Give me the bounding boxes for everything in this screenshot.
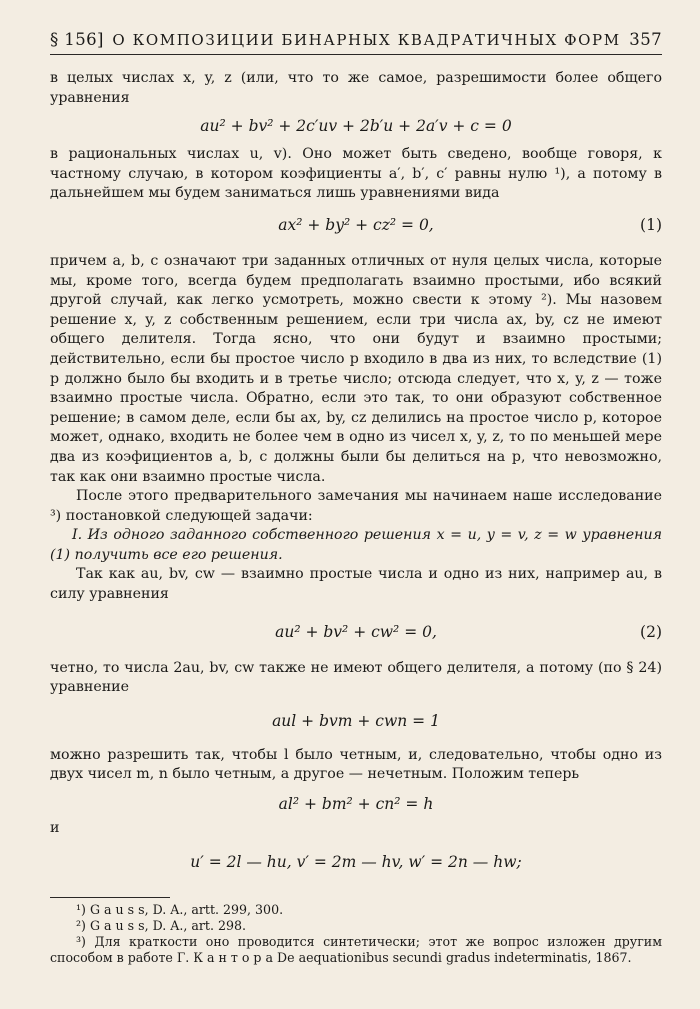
paragraph-1: в целых числах x, y, z (или, что то же самое, разрешимости более общего уравнения [50, 70, 662, 106]
page-number: 357 [629, 30, 662, 49]
equation-number: (2) [640, 622, 662, 641]
section-number: § 156] [50, 30, 104, 49]
paragraph-8: можно разрешить так, чтобы l было четным, и, следовательно, чтобы одно из двух чисел m, n было четным, а другое — нечетным. Положим теперь [50, 746, 662, 783]
formula-general-equation [50, 117, 662, 135]
paragraph-4: После этого предварительного замечания мы начинаем наше исследование ³) постановкой следующей задачи: [50, 488, 662, 524]
formula-text: aul + bvm + cwn = 1 [272, 711, 440, 730]
conjunction-and: и [50, 820, 60, 837]
running-header [50, 30, 662, 55]
footnote-3: ³) Для краткости оно проводится синтетически; этот же вопрос изложен другим способом в работе Г. К а н т о р а De aequationibus secundi gradus indeterminatis, 1867. [50, 933, 662, 965]
formula-text: au² + bv² + cw² = 0, [275, 622, 437, 641]
equation-number: (1) [640, 215, 662, 234]
formula-equation-2 [50, 623, 662, 641]
formula-text: ax² + by² + cz² = 0, [278, 215, 434, 234]
running-title: О КОМПОЗИЦИИ БИНАРНЫХ КВАДРАТИЧНЫХ ФОРМ [112, 31, 621, 49]
paragraph-3: причем a, b, c означают три заданных отличных от нуля целых числа, которые мы, кроме того, всегда будем предполагать взаимно простыми, ибо всякий другой случай, как легко усмотреть, можно свести к этому ²). Мы назовем решение x, y, z собственным решением, если три числа ax, by, cz не имеют общего делителя. Тогда ясно, что они будут и взаимно простыми; действительно, если бы простое число p входило в два из них, то вследствие (1) p должно было бы входить и в третье число; отсюда следует, что x, y, z — тоже взаимно простые числа. Обратно, если это так, то они образуют собственное решение; в самом деле, если бы ax, by, cz делились на простое число p, которое может, однако, входить не более чем в одно из чисел x, y, z, то по меньшей мере два из коэфициентов a, b, c должны были бы делиться на p, что невозможно, так как они взаимно простые числа. [50, 252, 662, 485]
formula-text: al² + bm² + cn² = h [278, 795, 434, 814]
footnote-separator [50, 897, 170, 898]
formula-aul [50, 712, 662, 730]
formula-text: u′ = 2l — hu, v′ = 2m — hv, w′ = 2n — hw; [190, 852, 522, 871]
paragraph-6: Так как au, bv, cw — взаимно простые числа и одно из них, например au, в силу уравнения [50, 566, 662, 603]
formula-new-solution [50, 853, 662, 871]
footnote-2: ²) G a u s s, D. A., art. 298. [76, 917, 246, 933]
footnote-1: ¹) G a u s s, D. A., artt. 299, 300. [76, 901, 284, 917]
problem-statement: I. Из одного заданного собственного решения x = u, y = v, z = w уравнения (1) получить все его решения. [50, 527, 662, 563]
formula-text: au² + bv² + 2c′uv + 2b′u + 2a′v + c = 0 [200, 117, 512, 136]
paragraph-2: в рациональных числах u, v). Оно может быть сведено, вообще говоря, к частному случаю, в котором коэфициенты a′, b′, c′ равны нулю ¹), а потому в дальнейшем мы будем заниматься лишь уравнениями вида [50, 146, 662, 202]
formula-h-definition [50, 795, 662, 813]
paragraph-7: четно, то числа 2au, bv, cw также не имеют общего делителя, а потому (по § 24) уравнение [50, 659, 662, 696]
formula-equation-1 [50, 216, 662, 234]
footnotes [50, 902, 662, 966]
